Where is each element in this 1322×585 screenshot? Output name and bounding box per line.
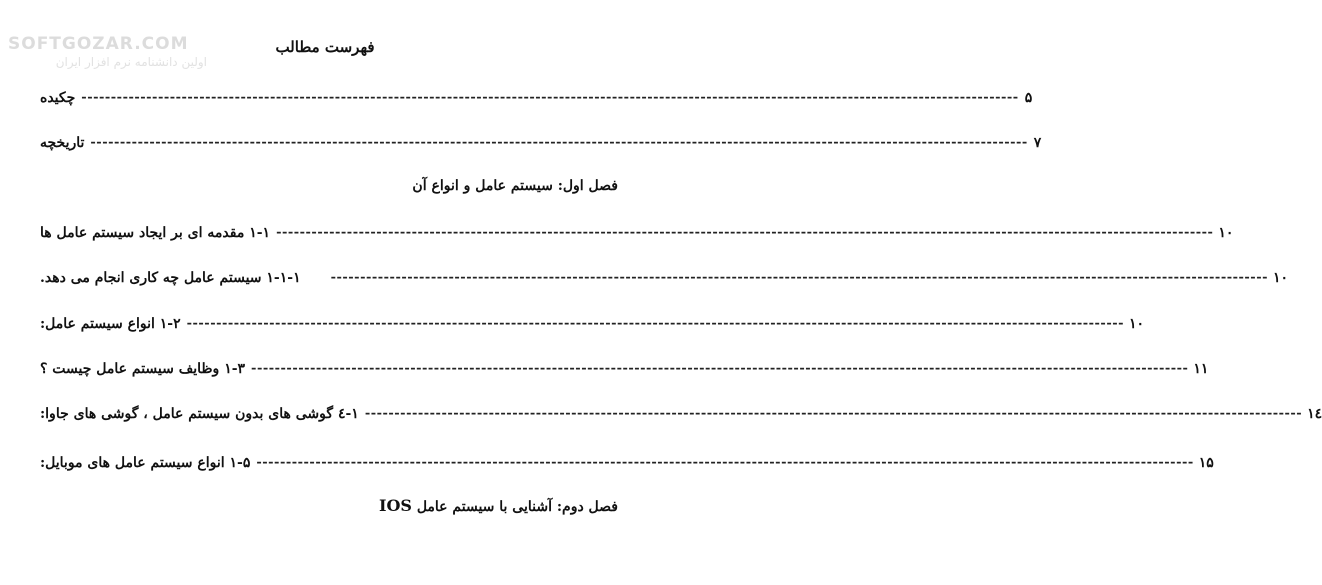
toc-entry-history[interactable] (36, 131, 1042, 155)
chapter-heading-latin: IOS (378, 496, 412, 515)
toc-page-number: ۱٤ (1307, 406, 1322, 422)
toc-entry-1-2[interactable] (36, 312, 1145, 336)
toc-page-number: ۱۰ (1218, 225, 1234, 241)
toc-page-number: ۵ (1024, 90, 1033, 106)
toc-page-number: ۱۵ (1198, 455, 1214, 471)
toc-entry-1-1-1[interactable] (36, 266, 1288, 290)
toc-entry-label: ۱-٤ گوشی های بدون سیستم عامل ، گوشی های جاوا: (40, 406, 359, 422)
page-title: فهرست مطالب (275, 38, 375, 56)
toc-leader: --------------------------------------------------------------------------------------------------------------------------------------------------------------- (330, 270, 1268, 285)
watermark-tagline: اولین دانشنامه نرم افزار ایران (55, 55, 207, 69)
watermark-brand: SOFTGOZAR.COM (8, 34, 189, 54)
toc-entry-1-4[interactable] (36, 402, 1322, 426)
chapter-heading-1[interactable] (36, 178, 618, 194)
toc-entry-label: چکیده (40, 90, 76, 106)
toc-entry-label: ۱-۲ انواع سیستم عامل: (40, 316, 181, 332)
toc-page-number: ۷ (1033, 135, 1042, 151)
toc-leader: --------------------------------------------------------------------------------------------------------------------------------------------------------------- (186, 316, 1125, 331)
toc-leader: --------------------------------------------------------------------------------------------------------------------------------------------------------------- (256, 455, 1194, 470)
toc-entry-1-3[interactable] (36, 357, 1209, 381)
toc-entry-label: تاریخچه (40, 135, 85, 151)
toc-entry-1-1[interactable] (36, 221, 1234, 245)
toc-leader: --------------------------------------------------------------------------------------------------------------------------------------------------------------- (364, 406, 1303, 421)
toc-entry-label: ۱-۵ انواع سیستم عامل های موبایل: (40, 455, 251, 471)
chapter-heading-label: فصل اول: سیستم عامل و انواع آن (412, 178, 618, 194)
toc-leader: --------------------------------------------------------------------------------------------------------------------------------------------------------------- (251, 361, 1189, 376)
toc-leader: --------------------------------------------------------------------------------------------------------------------------------------------------------------- (81, 90, 1019, 105)
toc-leader: --------------------------------------------------------------------------------------------------------------------------------------------------------------- (90, 135, 1028, 150)
table-of-contents (36, 0, 1322, 585)
chapter-heading-2[interactable] (36, 496, 618, 515)
toc-entry-abstract[interactable] (36, 86, 1033, 110)
toc-leader: --------------------------------------------------------------------------------------------------------------------------------------------------------------- (276, 225, 1214, 240)
toc-entry-label: ۱-۱-۱ سیستم عامل چه کاری انجام می دهد. (40, 270, 301, 286)
toc-page-number: ۱۰ (1272, 270, 1288, 286)
toc-entry-label: ۱-۱ مقدمه ای بر ایجاد سیستم عامل ها (40, 225, 271, 241)
toc-page-number: ۱۰ (1128, 316, 1145, 332)
toc-entry-1-5[interactable] (36, 451, 1214, 475)
chapter-heading-label: فصل دوم: آشنایی با سیستم عامل (416, 499, 618, 515)
toc-page-number: ۱۱ (1193, 361, 1209, 377)
toc-entry-label: ۱-۳ وظایف سیستم عامل چیست ؟ (40, 361, 246, 377)
